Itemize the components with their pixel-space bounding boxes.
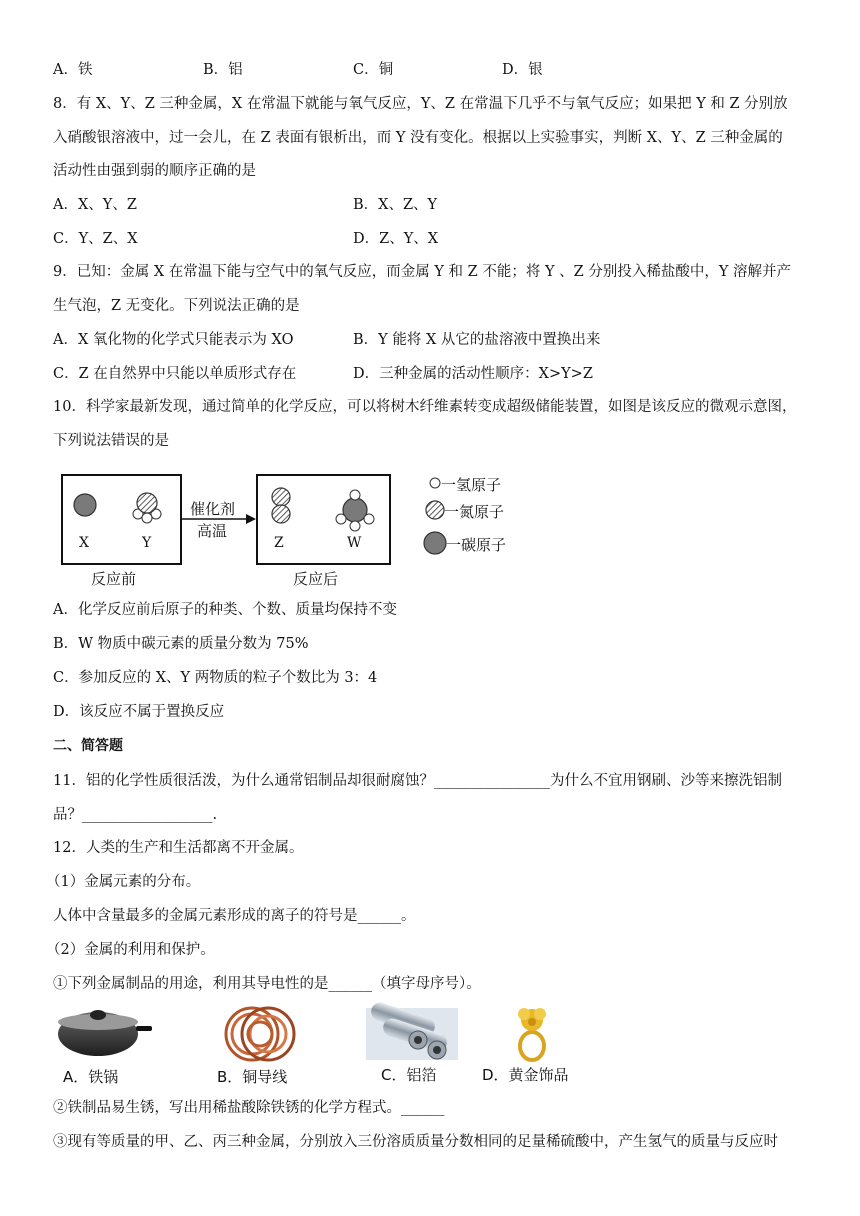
legend-carbon-icon <box>424 532 446 554</box>
q7-option-d: D．银 <box>502 62 543 78</box>
product-caption-d: D．黄金饰品 <box>482 1066 569 1084</box>
q7-option-c: C．铜 <box>353 62 394 78</box>
q12-sub1-heading: （1）金属元素的分布。 <box>46 874 201 890</box>
reaction-arrowhead <box>246 514 256 524</box>
label-y: Y <box>142 535 152 551</box>
catalyst-label: 催化剂 <box>190 500 236 518</box>
y-ammonia-molecule <box>133 493 161 523</box>
before-caption: 反应前 <box>91 570 137 588</box>
q9-stem-line2: 生气泡，Z 无变化。下列说法正确的是 <box>53 298 300 314</box>
legend-hydrogen-icon <box>430 478 440 488</box>
legend-nitrogen-label: 一氮原子 <box>444 503 505 521</box>
q9-stem-line1: 9．已知：金属 X 在常温下能与空气中的氧气反应，而金属 Y 和 Z 不能；将 Y 、Z 分别投入稀盐酸中，Y 溶解并产 <box>53 264 792 280</box>
x-carbon-atom <box>74 494 96 516</box>
q9-option-c: C．Z 在自然界中只能以单质形式存在 <box>53 366 297 382</box>
product-images <box>0 1000 860 1070</box>
w-methane-molecule <box>336 490 374 531</box>
q8-option-a: A．X、Y、Z <box>53 197 137 213</box>
q10-option-d: D．该反应不属于置换反应 <box>53 704 225 720</box>
q12-sub2-question3: ③现有等质量的甲、乙、丙三种金属，分别放入三份溶质质量分数相同的足量稀硫酸中，产生氢气的质量与反应时 <box>53 1134 778 1150</box>
q10-stem-line1: 10．科学家最新发现，通过简单的化学反应，可以将树木纤维素转变成超级储能装置，如图是该反应的微观示意图， <box>53 399 797 415</box>
q9-option-b: B．Y 能将 X 从它的盐溶液中置换出来 <box>353 332 601 348</box>
q8-stem-line1: 8．有 X、Y、Z 三种金属，X 在常温下就能与氧气反应，Y、Z 在常温下几乎不与氧气反应；如果把 Y 和 Z 分别放 <box>53 96 788 112</box>
q11-stem-line1: 11．铝的化学性质很活泼，为什么通常铝制品却很耐腐蚀？________________为什么不宜用钢刷、沙等来擦洗铝制 <box>53 773 782 789</box>
wok-image <box>58 1010 152 1056</box>
q11-stem-line2: 品？__________________. <box>53 807 218 823</box>
product-caption-b: B．铜导线 <box>217 1068 288 1086</box>
q12-sub2-question1: ①下列金属制品的用途，利用其导电性的是______（填字母序号）。 <box>53 976 481 992</box>
legend-carbon-label: 一碳原子 <box>446 536 507 554</box>
q10-option-a: A．化学反应前后原子的种类、个数、质量均保持不变 <box>53 602 397 618</box>
q8-option-d: D．Z、Y、X <box>353 231 439 247</box>
q8-option-b: B．X、Z、Y <box>353 197 438 213</box>
q12-stem: 12．人类的生产和生活都离不开金属。 <box>53 840 304 856</box>
q10-option-b: B．W 物质中碳元素的质量分数为 75% <box>53 636 309 652</box>
molecule-drawings <box>0 0 860 600</box>
q8-stem-line2: 入硝酸银溶液中，过一会儿，在 Z 表面有银析出，而 Y 没有变化。根据以上实验事实，判断 X、Y、Z 三种金属的 <box>53 130 783 146</box>
label-w: W <box>347 535 362 551</box>
q12-sub2-heading: （2）金属的利用和保护。 <box>46 942 215 958</box>
q8-option-c: C．Y、Z、X <box>53 231 138 247</box>
copper-wire-image <box>226 1008 294 1060</box>
q7-option-b: B．铝 <box>203 62 243 78</box>
label-x: X <box>79 535 89 551</box>
q10-stem-line2: 下列说法错误的是 <box>53 433 169 449</box>
legend-nitrogen-icon <box>426 501 444 519</box>
q7-option-a: A．铁 <box>53 62 93 78</box>
q8-stem-line3: 活动性由强到弱的顺序正确的是 <box>53 163 256 179</box>
section-heading: 二、简答题 <box>53 738 123 754</box>
z-nitrogen-molecule <box>272 488 290 523</box>
high-temp-label: 高温 <box>197 522 228 540</box>
product-caption-a: A．铁锅 <box>63 1068 119 1086</box>
product-caption-c: C．铝箔 <box>381 1066 437 1084</box>
legend-hydrogen-label: 一氢原子 <box>441 476 502 494</box>
q12-sub2-question2: ②铁制品易生锈，写出用稀盐酸除铁锈的化学方程式。______ <box>53 1100 445 1116</box>
q10-option-c: C．参加反应的 X、Y 两物质的粒子个数比为 3：4 <box>53 670 378 686</box>
q9-option-d: D．三种金属的活动性顺序：X>Y>Z <box>353 366 593 382</box>
aluminum-foil-image <box>366 1000 458 1060</box>
gold-ring-image <box>518 1008 546 1060</box>
q9-option-a: A．X 氧化物的化学式只能表示为 XO <box>53 332 294 348</box>
label-z: Z <box>274 535 284 551</box>
after-caption: 反应后 <box>293 570 339 588</box>
q12-sub1-question: 人体中含量最多的金属元素形成的离子的符号是______。 <box>53 908 416 924</box>
